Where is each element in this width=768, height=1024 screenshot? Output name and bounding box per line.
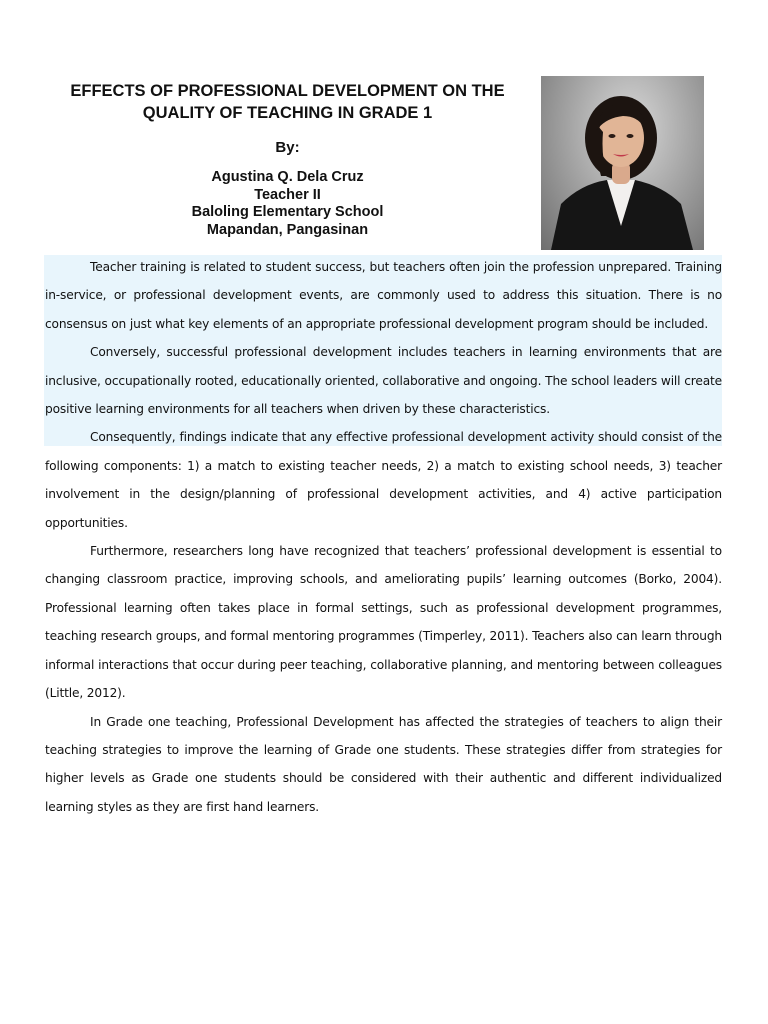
paragraph-4: Furthermore, researchers long have recognized that teachers’ professional development is essential to changing classroom practice, improving schools, and ameliorating pupils’ learning outcomes (Borko, 2004). Professional learning often takes place in formal settings, such as professional development programmes, teaching research groups, and formal mentoring programmes (Timperley, 2011). Teachers also can learn through informal interactions that occur during peer teaching, collaborative planning, and mentoring between colleagues (Little, 2012). <box>45 544 722 701</box>
paragraph-5: In Grade one teaching, Professional Development has affected the strategies of teachers to align their teaching strategies to improve the learning of Grade one students. These strategies differ from strategies for higher levels as Grade one students should be considered with their authentic and different individualized learning styles as they are first hand learners. <box>45 714 722 814</box>
by-label: By: <box>275 139 300 156</box>
title-line-1: EFFECTS OF PROFESSIONAL DEVELOPMENT ON THE <box>70 82 505 100</box>
author-school: Baloling Elementary School <box>191 204 384 220</box>
paragraph-3: Consequently, findings indicate that any effective professional development activity should consist of the following components: 1) a match to existing teacher needs, 2) a match to existing school needs, 3) teacher involvement in the design/planning of professional development activities, and 4) active participation opportunities. <box>45 430 722 530</box>
document-body <box>45 253 722 821</box>
author-position: Teacher II <box>254 186 321 203</box>
title-line-2: QUALITY OF TEACHING IN GRADE 1 <box>142 104 433 122</box>
author-location: Mapandan, Pangasinan <box>206 221 369 238</box>
document-title <box>40 80 535 124</box>
author-block <box>40 169 535 239</box>
author-portrait-image <box>541 76 704 250</box>
paragraph-1: Teacher training is related to student success, but teachers often join the profession unprepared. Training in-service, or professional development events, are commonly used to address this situation. There is no consensus on just what key elements of an appropriate professional development program should be included. <box>45 260 722 331</box>
document-header <box>40 80 535 239</box>
paragraph-2: Conversely, successful professional development includes teachers in learning environments that are inclusive, occupationally rooted, educationally oriented, collaborative and ongoing. The school leaders will create positive learning environments for all teachers when driven by these characteristics. <box>45 345 722 417</box>
author-photo <box>541 76 704 250</box>
author-name: Agustina Q. Dela Cruz <box>211 169 364 185</box>
